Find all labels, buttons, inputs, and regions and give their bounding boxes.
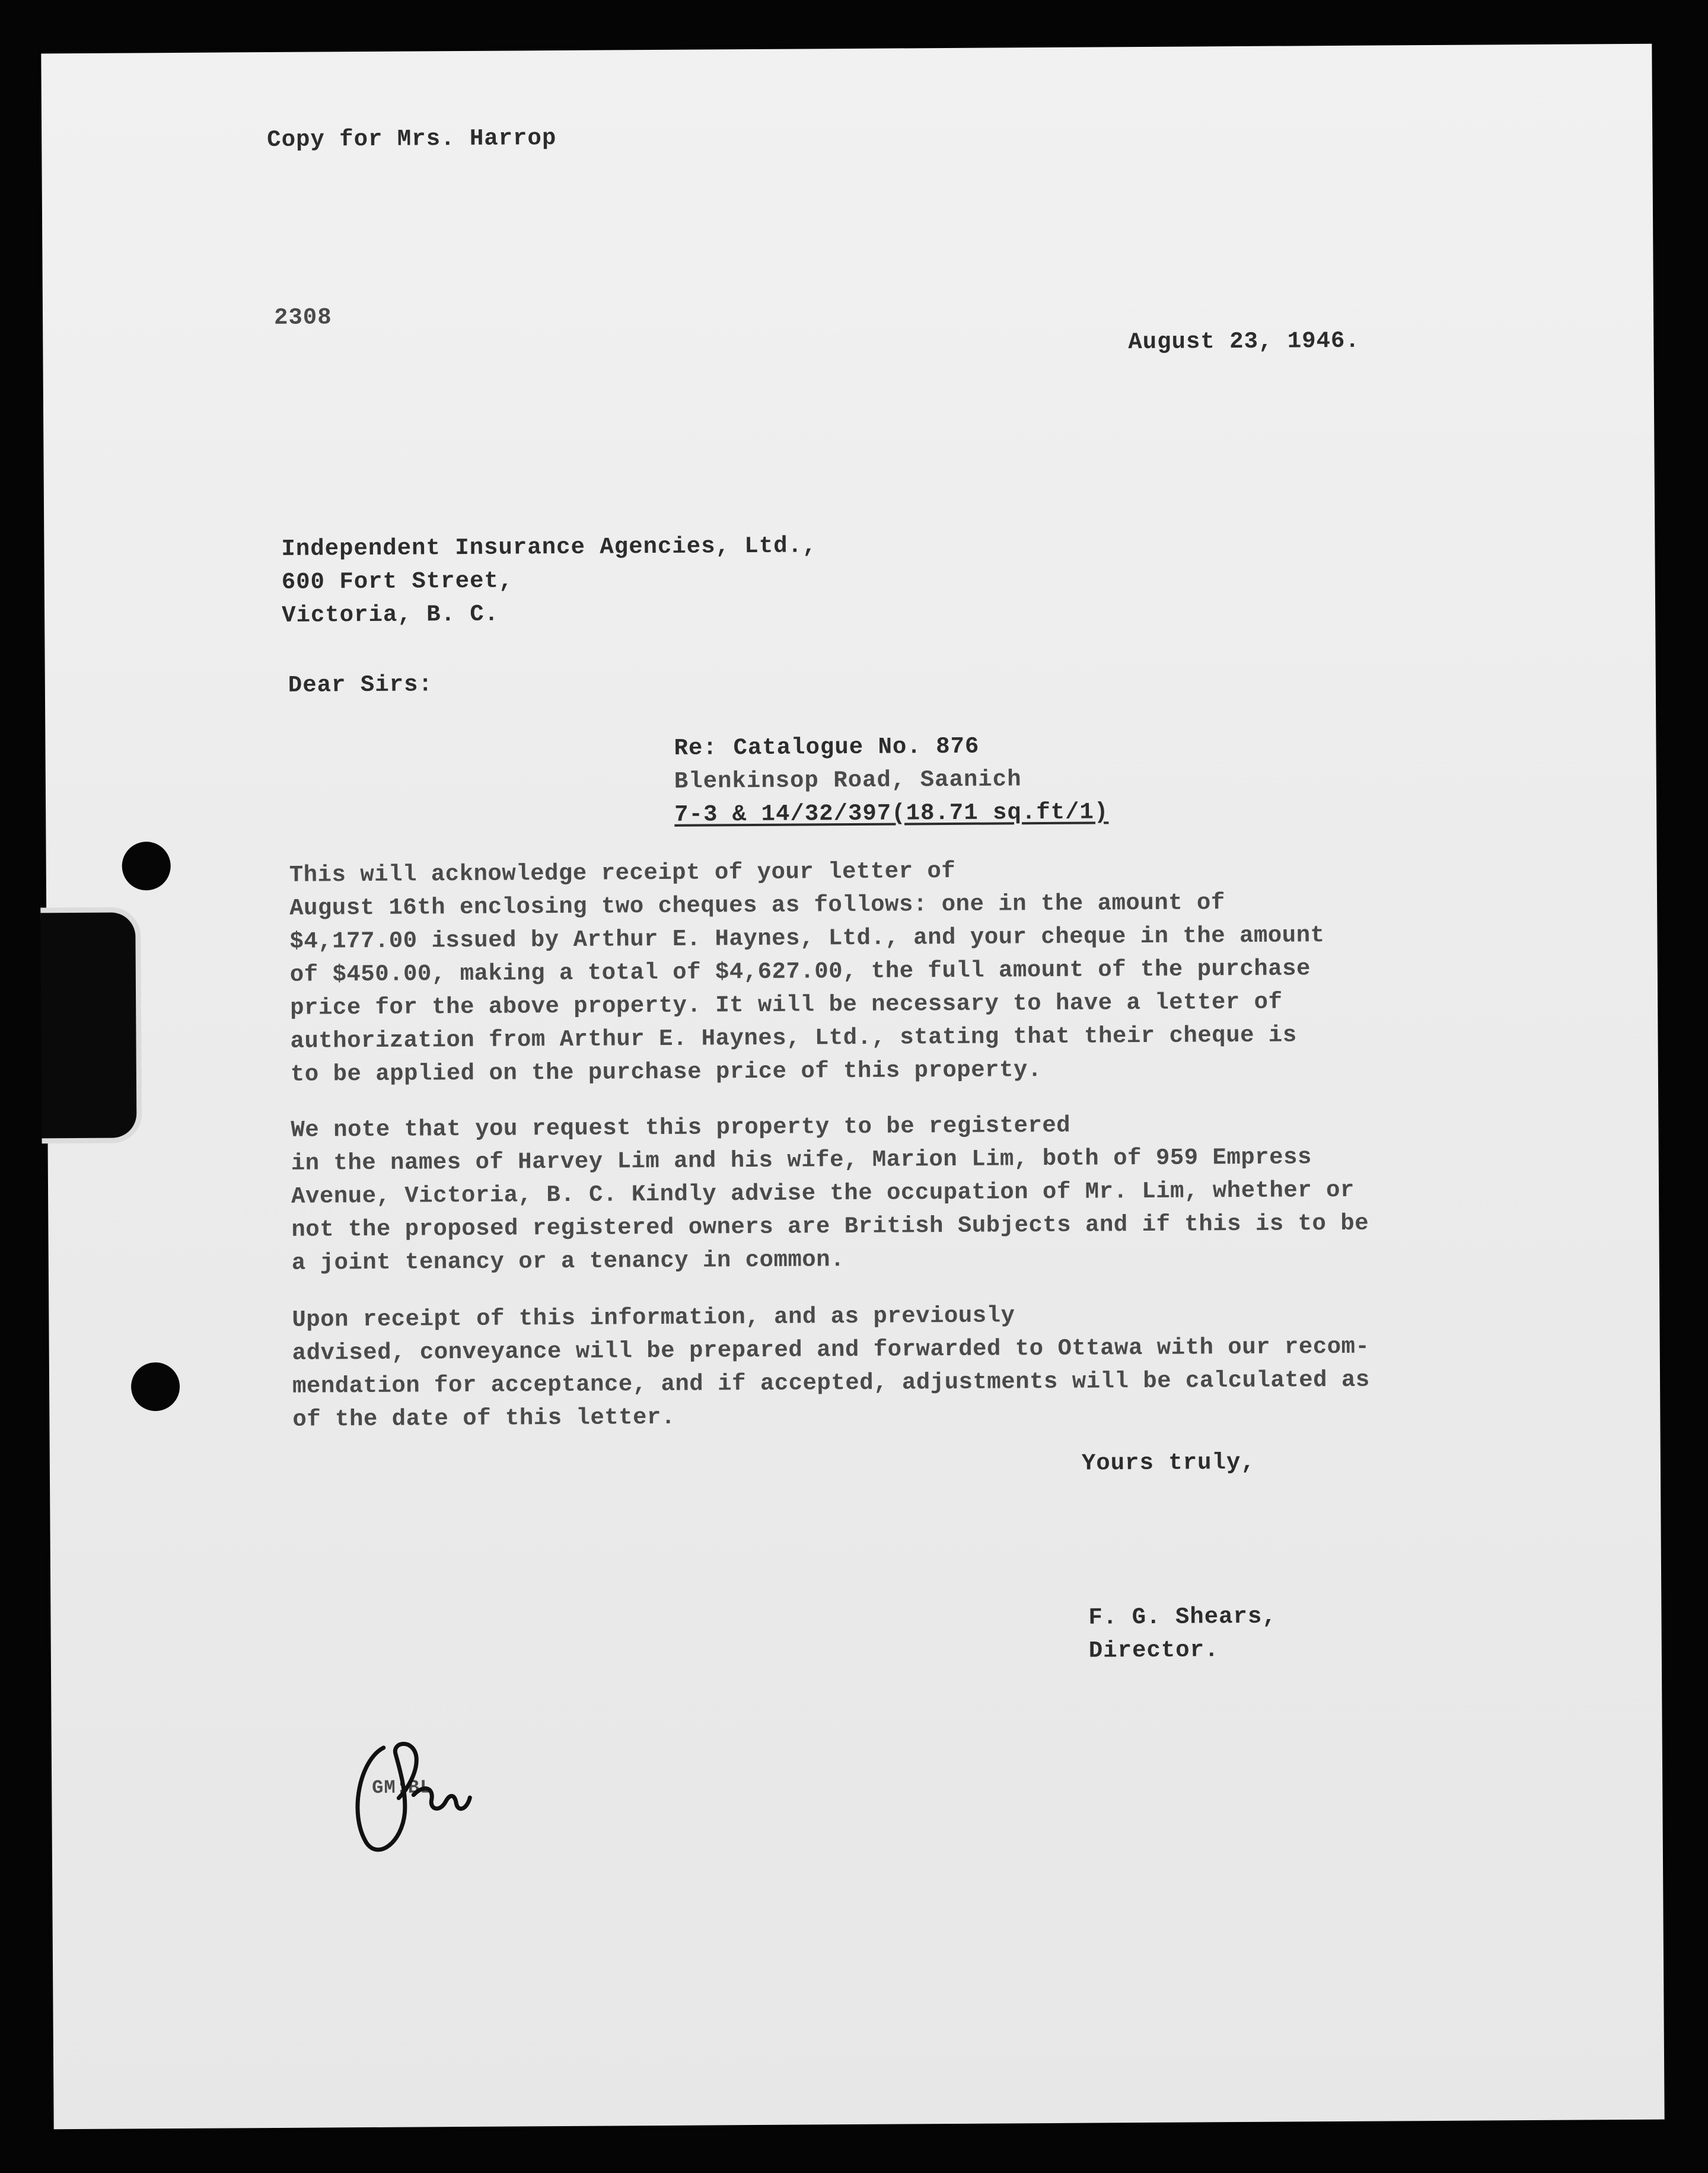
signatory-title: Director. (1088, 1637, 1219, 1664)
closing: Yours truly, (1081, 1449, 1255, 1477)
signatory-name: F. G. Shears, (1088, 1603, 1277, 1631)
handwritten-initials-mark (342, 1723, 497, 1867)
subject-line-1: Catalogue No. 876 (733, 733, 980, 761)
salutation: Dear Sirs: (288, 671, 434, 699)
paragraph-3: Upon receipt of this information, and as previously advised, conveyance will be prepared and forwarded to Ottawa with our recom- mendation for acceptance, and if accepted, adjustments will be calculated as of the date of this letter. (292, 1302, 1370, 1433)
paragraph-2: We note that you request this property to be registered in the names of Harvey Lim and his wife, Marion Lim, both of 959 Empress Avenue, Victoria, B. C. Kindly advise the occupation of Mr. Lim, whether or not the proposed registered owners are British Subjects and if this is to be a joint tenancy or a tenancy in common. (291, 1112, 1369, 1276)
address-line-2: 600 Fort Street, (281, 568, 514, 595)
letter-page (41, 44, 1664, 2130)
address-line-1: Independent Insurance Agencies, Ltd., (281, 533, 817, 562)
file-number: 2308 (273, 304, 332, 331)
subject-line-3: 7-3 & 14/32/397(18.71 sq.ft/1) (674, 799, 1109, 828)
reference-initials: GM:BL (372, 1776, 432, 1799)
punch-hole-bottom (131, 1362, 180, 1411)
letter-date: August 23, 1946. (1128, 327, 1360, 356)
punch-hole-top (122, 842, 170, 890)
subject-label: Re: (674, 735, 718, 761)
binder-tab (40, 907, 142, 1143)
subject-line-2: Blenkinsop Road, Saanich (674, 766, 1022, 795)
paragraph-1: This will acknowledge receipt of your letter of August 16th enclosing two cheques as follows: one in the amount of $4,177.00 issued by Arthur E. Haynes, Ltd., and your cheque in the amount of $450.00, making a total of $4,627.00, the full amount of the purchase price for the above property. It will be necessary to have a letter of authorization from Arthur E. Haynes, Ltd., stating that their cheque is to be applied on the purchase price of this property. (289, 858, 1325, 1088)
address-line-3: Victoria, B. C. (281, 601, 499, 629)
copy-note: Copy for Mrs. Harrop (267, 125, 557, 154)
